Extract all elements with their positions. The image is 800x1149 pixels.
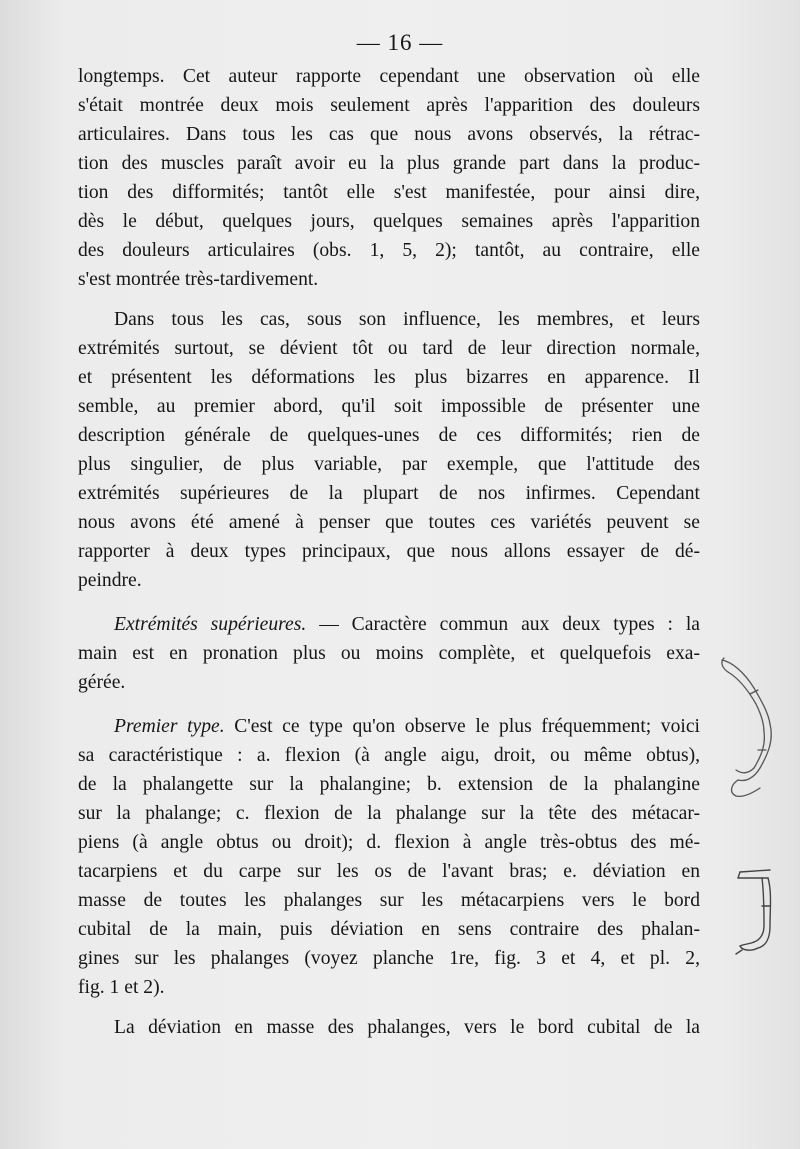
text-line: peindre. — [78, 570, 142, 591]
text-line: semble, au premier abord, qu'il soit impossible de présenter une — [78, 396, 700, 417]
paragraph-5 — [78, 1013, 700, 1042]
section-heading: Premier type. — [114, 716, 225, 737]
text-line: dès le début, quelques jours, quelques semaines après l'apparition — [78, 211, 700, 232]
text-line: tion des muscles paraît avoir eu la plus grande part dans la produc- — [78, 153, 700, 174]
text-line: Dans tous les cas, sous son influence, les membres, et leurs — [114, 309, 700, 330]
margin-sketch-finger-icon — [714, 650, 784, 810]
text-line: cubital de la main, puis déviation en sens contraire des phalan- — [78, 919, 700, 940]
text-line: gérée. — [78, 672, 126, 693]
text-line: des douleurs articulaires (obs. 1, 5, 2); tantôt, au contraire, elle — [78, 240, 700, 261]
section-heading: Extrémités supérieures. — [114, 614, 307, 635]
page-number: — 16 — — [356, 30, 444, 55]
text-line: extrémités supérieures de la plupart de nos infirmes. Cependant — [78, 483, 700, 504]
text-line — [78, 610, 700, 639]
text-line: masse de toutes les phalanges sur les métacarpiens vers le bord — [78, 890, 700, 911]
text-line — [78, 712, 700, 741]
heading-continuation: — Caractère commun aux deux types : la — [306, 614, 700, 635]
text-line: La déviation en masse des phalanges, vers le bord cubital de la — [114, 1017, 700, 1038]
text-line: tacarpiens et du carpe sur les os de l'avant bras; e. déviation en — [78, 861, 700, 882]
text-line: rapporter à deux types principaux, que nous allons essayer de dé- — [78, 541, 700, 562]
text-line: fig. 1 et 2). — [78, 977, 165, 998]
text-line: nous avons été amené à penser que toutes ces variétés peuvent se — [78, 512, 700, 533]
text-line: sur la phalange; c. flexion de la phalange sur la tête des métacar- — [78, 803, 700, 824]
text-line: tion des difformités; tantôt elle s'est manifestée, pour ainsi dire, — [78, 182, 700, 203]
text-line: sa caractéristique : a. flexion (à angle aigu, droit, ou même obtus), — [78, 745, 700, 766]
text-line: plus singulier, de plus variable, par exemple, que l'attitude des — [78, 454, 700, 475]
text-line: main est en pronation plus ou moins complète, et quelquefois exa- — [78, 643, 700, 664]
body-text — [78, 62, 700, 1042]
text-line: s'est montrée très-tardivement. — [78, 269, 319, 290]
text-line: piens (à angle obtus ou droit); d. flexion à angle très-obtus des mé- — [78, 832, 700, 853]
text-line: description générale de quelques-unes de ces difformités; rien de — [78, 425, 700, 446]
text-line: s'était montrée deux mois seulement après l'apparition des douleurs — [78, 95, 700, 116]
text-line: longtemps. Cet auteur rapporte cependant une observation où elle — [78, 66, 700, 87]
text-line: de la phalangette sur la phalangine; b. extension de la phalangine — [78, 774, 700, 795]
paragraph-1 — [78, 62, 700, 294]
margin-sketch-hook-icon — [728, 866, 784, 966]
text-line: articulaires. Dans tous les cas que nous avons observés, la rétrac- — [78, 124, 700, 145]
paragraph-extremites — [78, 610, 700, 697]
heading-continuation: C'est ce type qu'on observe le plus fréquemment; voici — [224, 716, 700, 737]
text-line: et présentent les déformations les plus bizarres en apparence. Il — [78, 367, 700, 388]
text-line: extrémités surtout, se dévient tôt ou tard de leur direction normale, — [78, 338, 700, 359]
text-line: gines sur les phalanges (voyez planche 1re, fig. 3 et 4, et pl. 2, — [78, 948, 700, 969]
paragraph-2 — [78, 305, 700, 595]
paragraph-premier-type — [78, 712, 700, 1002]
